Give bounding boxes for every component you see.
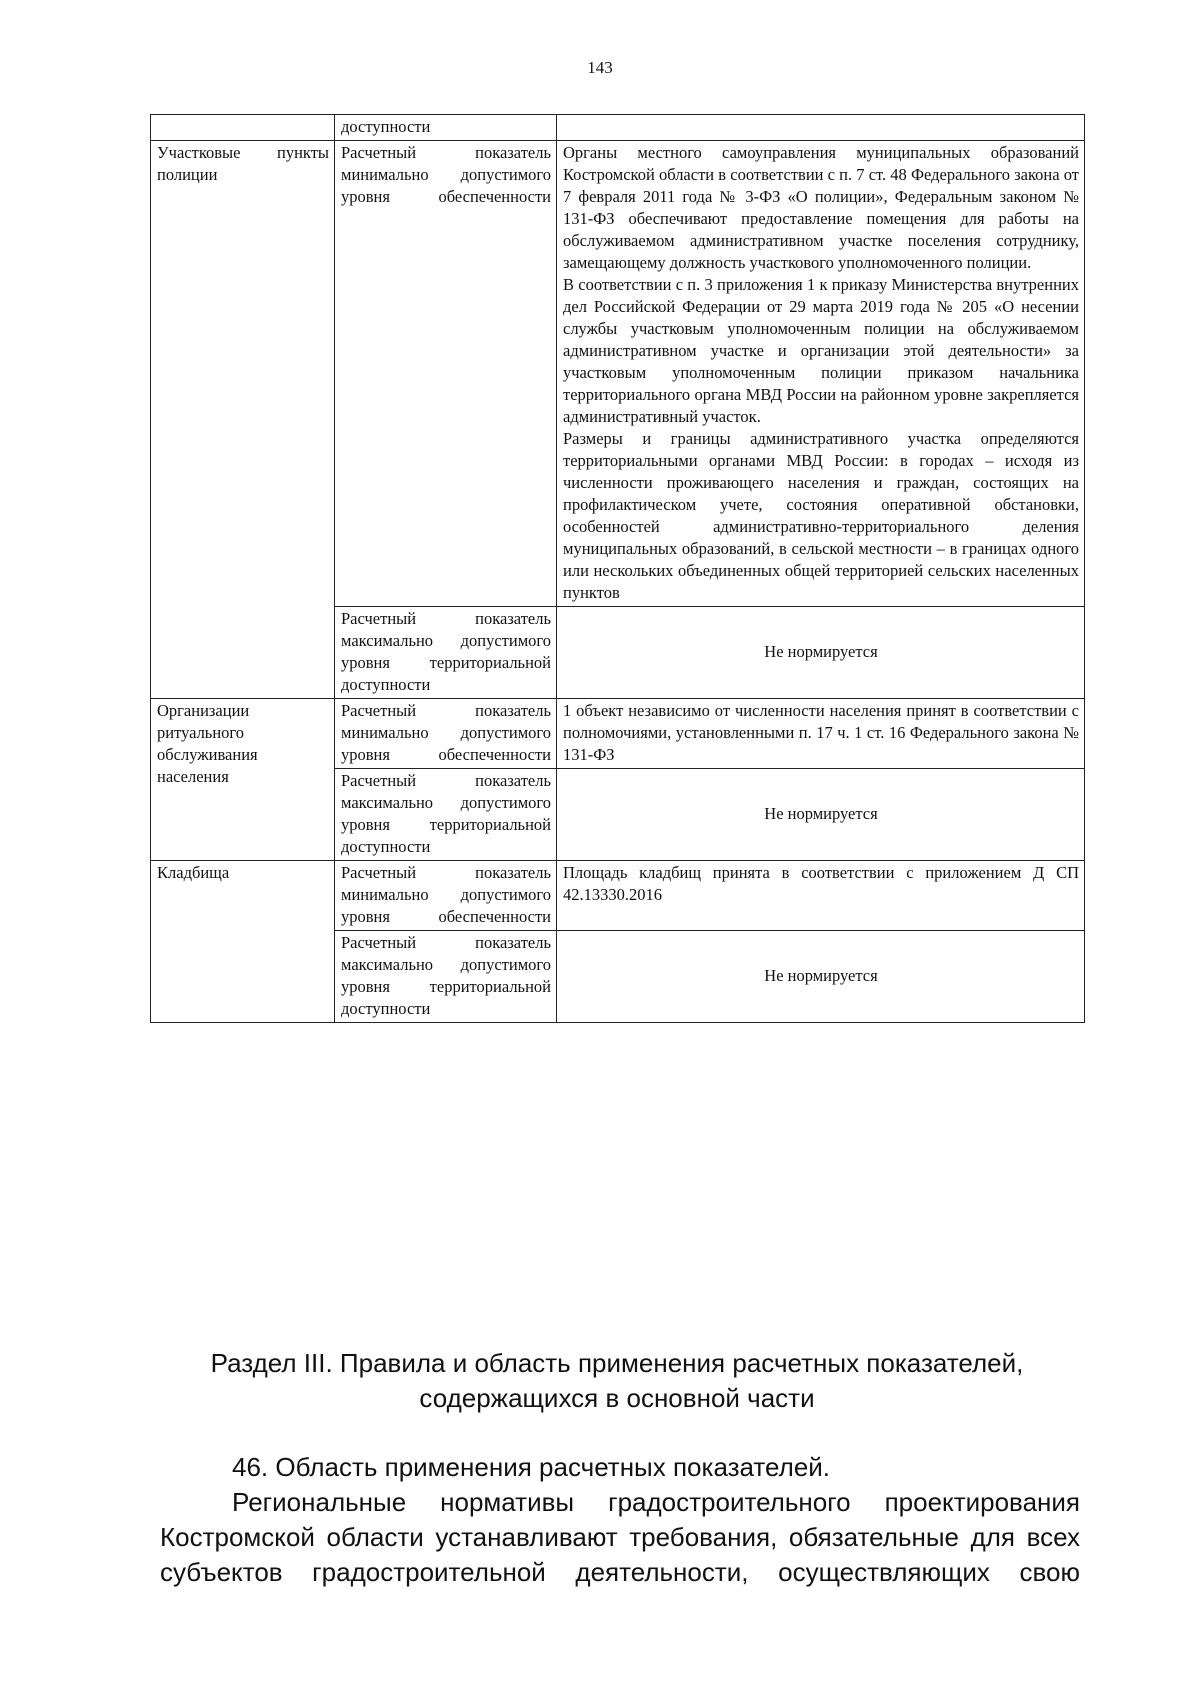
- body-paragraph: Региональные нормативы градостроительного проектирования Костромской области устанавливают требования, обязательные для всех субъектов градостроительной деятельности, осуществляющих свою: [160, 1487, 1080, 1587]
- value-cell: [557, 699, 1085, 769]
- value-cell: Не нормируется: [557, 931, 1085, 1023]
- value-cell: [557, 115, 1085, 141]
- page-number: 143: [587, 58, 613, 77]
- value-paragraph: Размеры и границы административного участка определяются территориальными органами МВД России: в городах – исходя из численности проживающего населения и граждан, состоящих на профилактическом учете, состояния оперативной обстановки, особенностей административно-территориального деления муниципальных образований, в сельской местности – в границах одного или нескольких объединенных общей территорией сельских населенных пунктов: [563, 429, 1079, 602]
- table-row: [151, 141, 1085, 607]
- object-cell: Участковые пункты полиции: [151, 141, 335, 699]
- section-title: [150, 1346, 1084, 1416]
- value-paragraph: 1 объект независимо от численности населения принят в соответствии с полномочиями, установленными п. 17 ч. 1 ст. 16 Федерального закона № 131-ФЗ: [563, 701, 1079, 764]
- value-paragraph: Органы местного самоуправления муниципальных образований Костромской области в соответствии с п. 7 ст. 48 Федерального закона от 7 февраля 2011 года № 3-ФЗ «О полиции», Федеральным законом № 131-ФЗ обеспечивают предоставление помещения для работы на обслуживаемом административном участке поселения сотруднику, замещающему должность участкового уполномоченного полиции.: [563, 143, 1079, 272]
- table-row: [151, 115, 1085, 141]
- value-cell: [557, 861, 1085, 931]
- object-cell: Кладбища: [151, 861, 335, 1023]
- value-cell: Не нормируется: [557, 607, 1085, 699]
- indicator-cell: Расчетный показатель минимально допустимого уровня обеспеченности: [335, 861, 557, 931]
- indicator-cell: Расчетный показатель максимально допустимого уровня территориальной доступности: [335, 607, 557, 699]
- value-cell: Не нормируется: [557, 769, 1085, 861]
- body-text: [160, 1450, 1080, 1590]
- indicator-cell: Расчетный показатель максимально допустимого уровня территориальной доступности: [335, 769, 557, 861]
- value-paragraph: Площадь кладбищ принята в соответствии с приложением Д СП 42.13330.2016: [563, 863, 1079, 904]
- object-cell: Организации ритуального обслуживания населения: [151, 699, 335, 861]
- section-title-line: Раздел III. Правила и область применения расчетных показателей,: [210, 1348, 1024, 1378]
- table-row: [151, 699, 1085, 769]
- indicator-cell: Расчетный показатель минимально допустимого уровня обеспеченности: [335, 699, 557, 769]
- table-row: [151, 861, 1085, 931]
- clause-heading: 46. Область применения расчетных показателей.: [232, 1452, 831, 1482]
- section-title-line: содержащихся в основной части: [419, 1383, 815, 1413]
- indicator-cell: доступности: [335, 115, 557, 141]
- indicator-cell: Расчетный показатель минимально допустимого уровня обеспеченности: [335, 141, 557, 607]
- indicator-cell: Расчетный показатель максимально допустимого уровня территориальной доступности: [335, 931, 557, 1023]
- object-cell: [151, 115, 335, 141]
- value-paragraph: В соответствии с п. 3 приложения 1 к приказу Министерства внутренних дел Российской Федерации от 29 марта 2019 года № 205 «О несении службы участковым уполномоченным полиции на обслуживаемом административном участке и организации этой деятельности» за участковым уполномоченным полиции приказом начальника территориального органа МВД России на районном уровне закрепляется административный участок.: [563, 275, 1079, 426]
- norms-table: [150, 114, 1085, 1023]
- value-cell: [557, 141, 1085, 607]
